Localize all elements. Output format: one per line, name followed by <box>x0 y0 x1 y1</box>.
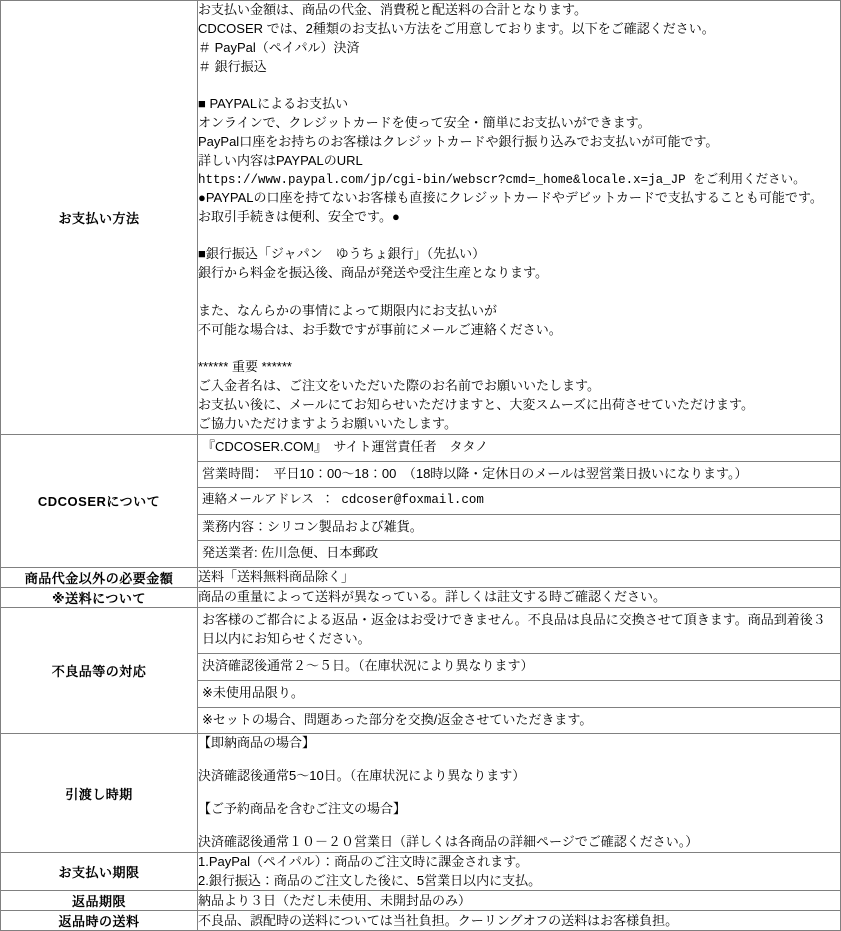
row-value-return-shipping <box>198 911 841 931</box>
text-line: 業務内容：シリコン製品および雑貨。 <box>198 515 840 542</box>
table-row <box>1 734 841 852</box>
row-value-return-deadline <box>198 891 841 911</box>
row-value-defective-handling <box>198 608 841 734</box>
text-line: ※未使用品限り。 <box>198 681 840 708</box>
row-value-payment-method <box>198 1 841 435</box>
text-line: 【即納商品の場合】 <box>198 735 316 751</box>
spacer-line <box>198 283 840 302</box>
spacer-line <box>198 753 840 767</box>
row-value-extra-fees <box>198 568 841 588</box>
table-row <box>1 1 841 435</box>
text-line: 2.銀行振込：商品のご注文した後に、5営業日以内に支払。 <box>198 872 542 888</box>
row-label-payment-method: お支払い方法 <box>1 1 198 435</box>
row-label-return-deadline: 返品期限 <box>1 891 198 911</box>
text-line: 銀行から料金を振込後、商品が発送や受注生産となります。 <box>198 265 548 281</box>
text-line: お取引手続きは便利、安全です。● <box>198 208 400 224</box>
text-line: 決済確認後通常２～５日。（在庫状況により異なります） <box>198 654 840 681</box>
row-label-about-cdcoser: CDCOSERについて <box>1 434 198 568</box>
text-line: 商品の重量によって送料が異なっている。詳しくは註文する時ご確認ください。 <box>198 589 667 605</box>
table-row <box>1 568 841 588</box>
text-line: 営業時間： 平日10：00～18：00 （18時以降・定休日のメールは翌営業日扱いになります。） <box>198 462 840 489</box>
text-line: ＃ 銀行振込 <box>198 58 267 74</box>
text-line: ご入金者名は、ご注文をいただいた際のお名前でお願いいたします。 <box>198 378 600 394</box>
text-line: ****** 重要 ****** <box>198 359 292 375</box>
row-label-defective-handling: 不良品等の対応 <box>1 608 198 734</box>
row-value-delivery-timing <box>198 734 841 852</box>
row-value-about-cdcoser <box>198 434 841 568</box>
row-label-return-shipping: 返品時の送料 <box>1 911 198 931</box>
spacer-line <box>198 819 840 833</box>
text-line: ■銀行振込「ジャパン ゆうちょ銀行」（先払い） <box>198 246 486 262</box>
text-line: ＃ PayPal（ペイパル）決済 <box>198 39 360 55</box>
text-line: 【ご予約商品を含むご注文の場合】 <box>198 801 407 817</box>
table-row <box>1 852 841 891</box>
contact-email-line: 連絡メールアドレス ： cdcoser@foxmail.com <box>198 488 840 514</box>
text-line: 詳しい内容はPAYPALのURL <box>198 152 363 168</box>
text-line: お客様のご都合による返品・返金はお受けできません。不良品は良品に交換させて頂きます。商品到着後３日以内にお知らせください。 <box>198 608 840 654</box>
text-line: オンラインで、クレジットカードを使って安全・簡単にお支払いができます。 <box>198 115 651 131</box>
table-row <box>1 608 841 734</box>
text-line: 決済確認後通常5～10日。（在庫状況により異なります） <box>198 768 526 784</box>
text-line: 納品より３日（ただし未使用、未開封品のみ） <box>198 892 472 908</box>
text-line: 送料「送料無料商品除く」 <box>198 569 355 585</box>
row-value-payment-deadline <box>198 852 841 891</box>
row-label-shipping-fee: ※送料について <box>1 588 198 608</box>
row-label-payment-deadline: お支払い期限 <box>1 852 198 891</box>
text-line: ●PAYPALの口座を持てないお客様も直接にクレジットカードやデビットカードで支払することも可能です。 <box>198 189 823 205</box>
text-line: PayPal口座をお持ちのお客様はクレジットカードや銀行振り込みでお支払いが可能です。 <box>198 133 719 149</box>
text-line: ■ PAYPALによるお支払い <box>198 96 349 112</box>
spacer-line <box>198 339 840 358</box>
text-line: お支払い金額は、商品の代金、消費税と配送料の合計となります。 <box>198 2 587 17</box>
spacer-line <box>198 226 840 245</box>
table-row <box>1 434 841 568</box>
text-line: 不良品、誤配時の送料については当社負担。クーリングオフの送料はお客様負担。 <box>198 912 679 928</box>
row-label-extra-fees: 商品代金以外の必要金額 <box>1 568 198 588</box>
table-row <box>1 891 841 911</box>
row-label-delivery-timing: 引渡し時期 <box>1 734 198 852</box>
text-line: 決済確認後通常１０－２０営業日（詳しくは各商品の詳細ページでご確認ください。） <box>198 833 699 849</box>
text-line: お支払い後に、メールにてお知らせいただけますと、大変スムーズに出荷させていただけます。 <box>198 397 755 412</box>
paypal-url-line: https://www.paypal.com/jp/cgi-bin/webscr?cmd=_home&locale.x=ja_JP をご利用ください。 <box>198 172 806 187</box>
text-line: ※セットの場合、問題あった部分を交換/返金させていただきます。 <box>202 711 593 727</box>
row-value-shipping-fee <box>198 588 841 608</box>
text-line: 1.PayPal（ペイパル）：商品のご注文時に課金されます。 <box>198 853 529 869</box>
text-line: また、なんらかの事情によって期限内にお支払いが <box>198 302 498 318</box>
text-line: CDCOSER では、2種類のお支払い方法をご用意しております。以下をご確認ください。 <box>198 20 715 36</box>
text-line: 発送業者: 佐川急便、日本郵政 <box>202 545 379 561</box>
table-row <box>1 911 841 931</box>
text-line: ご協力いただけますようお願いいたします。 <box>198 415 457 431</box>
text-line: 『CDCOSER.COM』 サイト運営責任者 タタノ <box>198 435 840 462</box>
table-row <box>1 588 841 608</box>
spacer-line <box>198 786 840 800</box>
spacer-line <box>198 76 840 95</box>
text-line: 不可能な場合は、お手数ですが事前にメールご連絡ください。 <box>198 321 562 337</box>
